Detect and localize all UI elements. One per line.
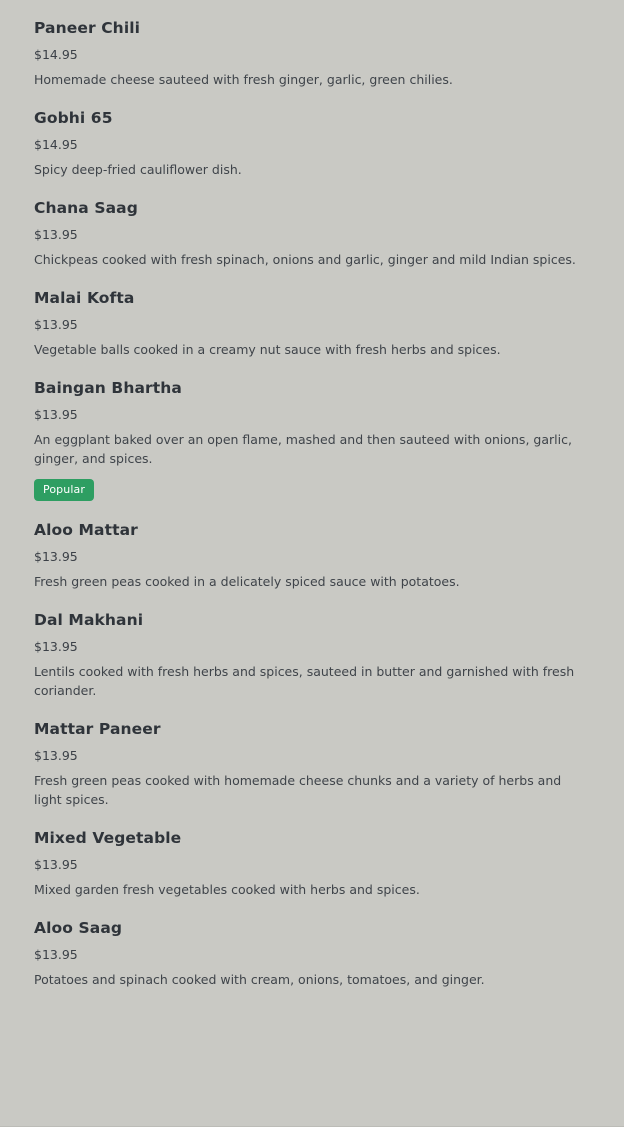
item-description: Chickpeas cooked with fresh spinach, onions and garlic, ginger and mild Indian spices. [34, 252, 576, 267]
item-name: Dal Makhani [34, 611, 144, 629]
item-name: Aloo Mattar [34, 521, 138, 539]
list-item[interactable] [34, 289, 590, 359]
item-price: $13.95 [34, 947, 78, 962]
item-description: An eggplant baked over an open flame, mashed and then sauteed with onions, garlic, ginger, and spices. [34, 432, 572, 466]
item-price: $13.95 [34, 748, 78, 763]
list-item[interactable] [34, 611, 590, 700]
item-name: Mixed Vegetable [34, 829, 182, 847]
item-description: Spicy deep-fried cauliflower dish. [34, 162, 242, 177]
item-description: Fresh green peas cooked in a delicately spiced sauce with potatoes. [34, 574, 460, 589]
item-description: Mixed garden fresh vegetables cooked with herbs and spices. [34, 882, 420, 897]
item-description: Homemade cheese sauteed with fresh ginger, garlic, green chilies. [34, 72, 453, 87]
status-badge: Popular [34, 479, 94, 501]
item-description: Lentils cooked with fresh herbs and spices, sauteed in butter and garnished with fresh coriander. [34, 664, 575, 698]
item-price: $14.95 [34, 47, 78, 62]
item-price: $13.95 [34, 407, 78, 422]
list-item[interactable] [34, 919, 590, 989]
item-name: Aloo Saag [34, 919, 123, 937]
list-item[interactable] [34, 720, 590, 809]
list-item[interactable] [34, 199, 590, 269]
item-price: $13.95 [34, 857, 78, 872]
item-name: Baingan Bhartha [34, 379, 182, 397]
item-description: Vegetable balls cooked in a creamy nut sauce with fresh herbs and spices. [34, 342, 501, 357]
badge-row [34, 478, 590, 501]
list-item[interactable] [34, 19, 590, 89]
item-description: Potatoes and spinach cooked with cream, onions, tomatoes, and ginger. [34, 972, 485, 987]
item-price: $14.95 [34, 137, 78, 152]
list-item[interactable] [34, 379, 590, 501]
item-name: Gobhi 65 [34, 109, 113, 127]
list-item[interactable] [34, 109, 590, 179]
item-description: Fresh green peas cooked with homemade cheese chunks and a variety of herbs and light spices. [34, 773, 562, 807]
item-name: Mattar Paneer [34, 720, 161, 738]
item-price: $13.95 [34, 639, 78, 654]
item-name: Malai Kofta [34, 289, 135, 307]
item-price: $13.95 [34, 549, 78, 564]
item-price: $13.95 [34, 317, 78, 332]
item-name: Paneer Chili [34, 19, 141, 37]
list-item[interactable] [34, 521, 590, 591]
item-price: $13.95 [34, 227, 78, 242]
list-item[interactable] [34, 829, 590, 899]
item-name: Chana Saag [34, 199, 138, 217]
